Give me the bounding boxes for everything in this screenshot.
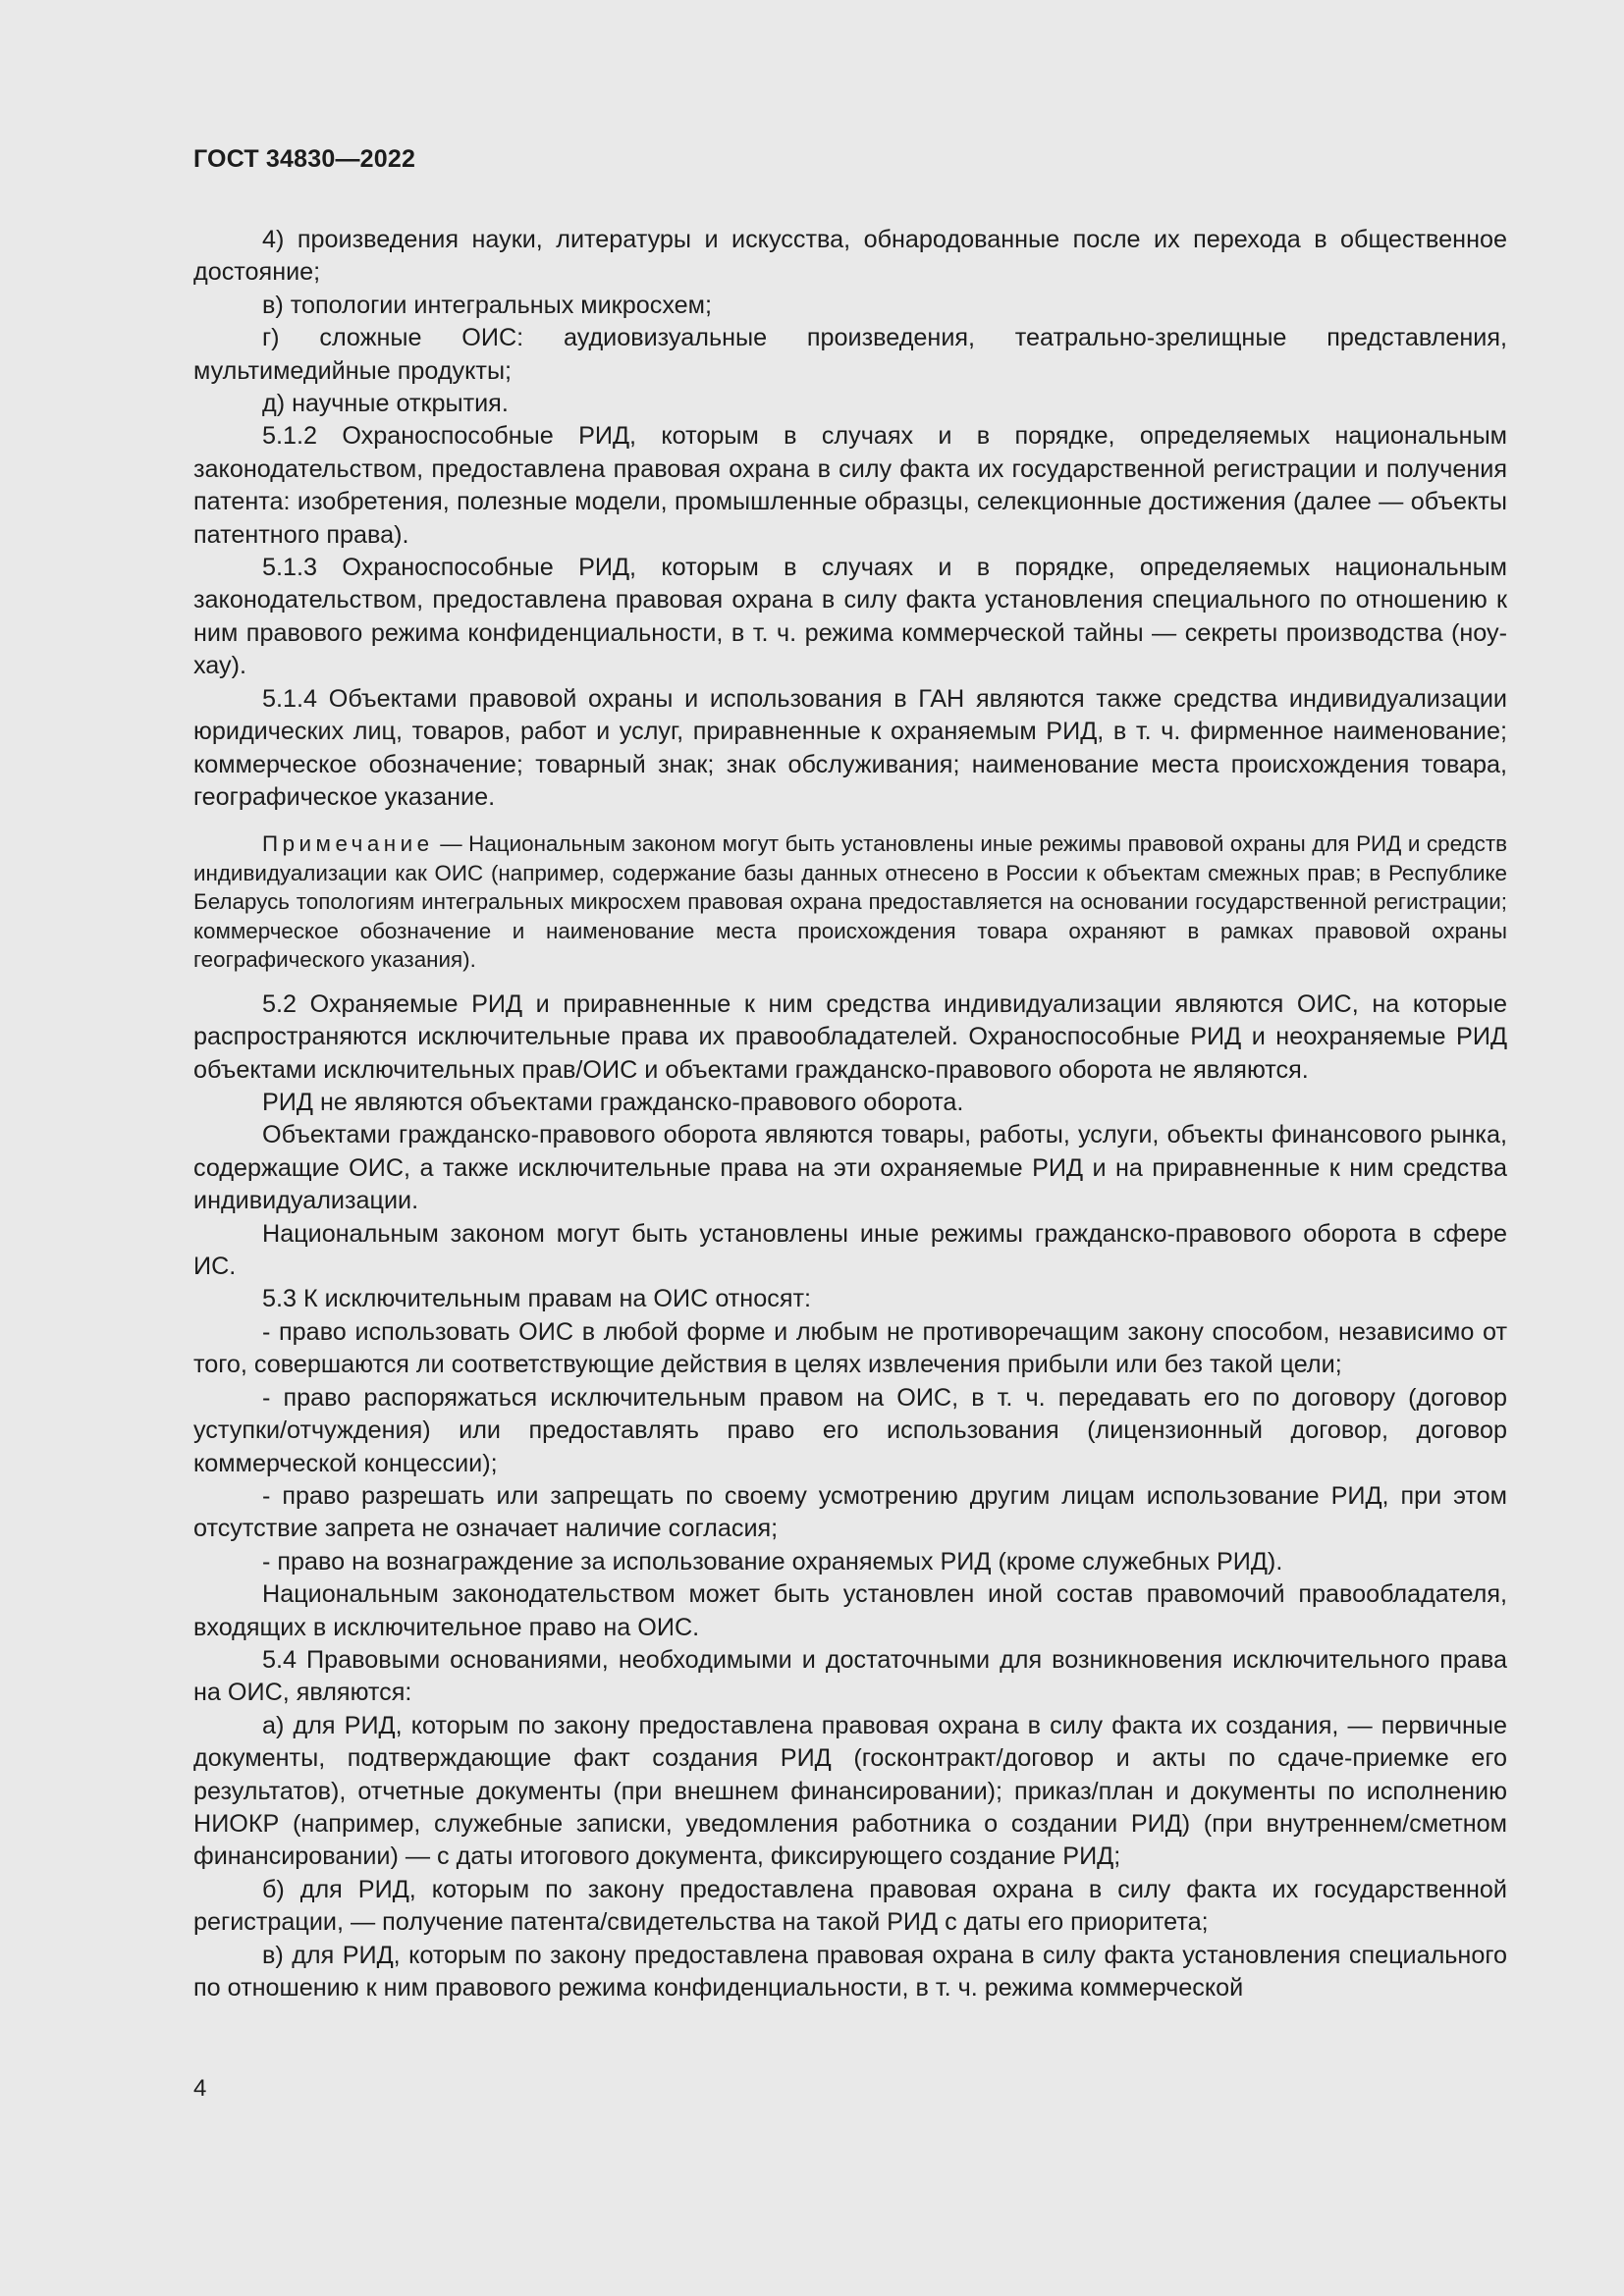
paragraph: 5.1.3 Охраноспособные РИД, которым в случаях и в порядке, определяемых национальным законодательством, предоставлена правовая охрана в силу факта установления специального по отношению к ним правового режима конфиденциальности, в т. ч. режима коммерческой тайны — секреты производства (ноу-хау). xyxy=(193,554,1507,680)
paragraph: Объектами гражданско-правового оборота являются товары, работы, услуги, объекты финансового рынка, содержащие ОИС, а также исключительные права на эти охраняемые РИД и на приравненные к ним средства индивидуализации. xyxy=(193,1121,1507,1215)
list-item: - право на вознаграждение за использование охраняемых РИД (кроме служебных РИД). xyxy=(262,1547,1283,1575)
list-item: б) для РИД, которым по закону предоставлена правовая охрана в силу факта их государственной регистрации, — получение патента/свидетельства на такой РИД с даты его приоритета; xyxy=(193,1875,1507,1937)
paragraph: Национальным законодательством может быть установлен иной состав правомочий правообладателя, входящих в исключительное право на ОИС. xyxy=(193,1580,1507,1641)
paragraph: РИД не являются объектами гражданско-правового оборота. xyxy=(262,1089,964,1117)
paragraph: 5.4 Правовыми основаниями, необходимыми и достаточными для возникновения исключительного права на ОИС, являются: xyxy=(193,1645,1507,1707)
note-text: — Национальным законом могут быть установлены иные режимы правовой охраны для РИД и средств индивидуализации как ОИС (например, содержание базы данных отнесено в России к объектам смежных прав; в Республике Беларусь топологиям интегральных микросхем правовая охрана предоставляется на основании государственной регистрации; коммерческое обозначение и наименование места происхождения товара охраняют в рамках правовой охраны географического указания). xyxy=(193,831,1507,973)
paragraph: г) сложные ОИС: аудиовизуальные произведения, театрально-зрелищные представления, мультимедийные продукты; xyxy=(193,324,1507,385)
paragraph: 4) произведения науки, литературы и искусства, обнародованные после их перехода в общественное достояние; xyxy=(193,226,1507,287)
list-item: а) для РИД, которым по закону предоставлена правовая охрана в силу факта их создания, — первичные документы, подтверждающие факт создания РИД (госконтракт/договор и акты по сдаче-приемке его результатов), отчетные документы (при внешнем финансировании); приказ/план и документы по исполнению НИОКР (например, служебные записки, уведомления работника о создании РИД) (при внутреннем/сметном финансировании) — с даты итогового документа, фиксирующего создание РИД; xyxy=(193,1711,1507,1871)
paragraph: в) топологии интегральных микросхем; xyxy=(262,291,712,319)
paragraph: 5.2 Охраняемые РИД и приравненные к ним средства индивидуализации являются ОИС, на которые распространяются исключительные права их правообладателей. Охраноспособные РИД и неохраняемые РИД объектами исключительных прав/ОИС и объектами гражданско-правового оборота не являются. xyxy=(193,989,1507,1084)
document-header: ГОСТ 34830—2022 xyxy=(193,145,416,173)
note-label: Примечание xyxy=(262,831,434,857)
paragraph: Национальным законом могут быть установлены иные режимы гражданско-правового оборота в сфере ИС. xyxy=(193,1219,1507,1281)
list-item: - право использовать ОИС в любой форме и любым не противоречащим закону способом, независимо от того, совершаются ли соответствующие действия в целях извлечения прибыли или без такой цели; xyxy=(193,1317,1507,1379)
list-item: - право распоряжаться исключительным правом на ОИС, в т. ч. передавать его по договору (договор уступки/отчуждения) или предоставлять право его использования (лицензионный договор, договор коммерческой концессии); xyxy=(193,1383,1507,1477)
paragraph: д) научные открытия. xyxy=(262,390,509,418)
paragraph: 5.1.2 Охраноспособные РИД, которым в случаях и в порядке, определяемых национальным законодательством, предоставлена правовая охрана в силу факта их государственной регистрации и получения патента: изобретения, полезные модели, промышленные образцы, селекционные достижения (далее — объекты патентного права). xyxy=(193,422,1507,549)
document-body xyxy=(193,224,1507,2004)
page-number: 4 xyxy=(193,2075,207,2102)
paragraph: 5.1.4 Объектами правовой охраны и использования в ГАН являются также средства индивидуализации юридических лиц, товаров, работ и услуг, приравненные к охраняемым РИД, в т. ч. фирменное наименование; коммерческое обозначение; товарный знак; знак обслуживания; наименование места происхождения товара, географическое указание. xyxy=(193,684,1507,811)
note-block xyxy=(193,829,1507,975)
paragraph: 5.3 К исключительным правам на ОИС относят: xyxy=(262,1285,811,1313)
list-item: - право разрешать или запрещать по своему усмотрению другим лицам использование РИД, при этом отсутствие запрета не означает наличие согласия; xyxy=(193,1481,1507,1543)
list-item: в) для РИД, которым по закону предоставлена правовая охрана в силу факта установления специального по отношению к ним правового режима конфиденциальности, в т. ч. режима коммерческой xyxy=(193,1941,1507,2002)
